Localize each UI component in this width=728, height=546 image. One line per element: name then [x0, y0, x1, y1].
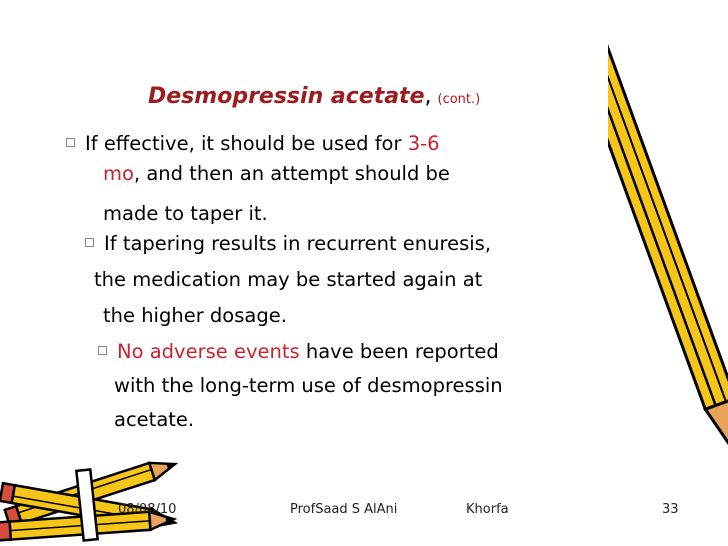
- highlight-text: No adverse events: [117, 340, 300, 363]
- text-run: made to taper it.: [103, 202, 268, 225]
- title-comma: ,: [424, 84, 432, 109]
- bullet-3-line-2: [114, 372, 503, 400]
- bullet-3-line-3: [114, 406, 194, 434]
- text-run: , and then an attempt should be: [133, 162, 450, 185]
- text-run: acetate.: [114, 408, 195, 431]
- highlight-text: 3-6: [407, 132, 440, 155]
- title-suffix: (cont.): [437, 92, 481, 107]
- highlight-text: mo: [103, 162, 134, 185]
- text-run: have been reported: [299, 340, 499, 363]
- title-main: Desmopressin acetate: [148, 84, 425, 109]
- bullet-2-line-1: [85, 230, 491, 258]
- footer-place: Khorfa: [466, 502, 509, 517]
- square-bullet-icon: [66, 138, 75, 147]
- text-run: the higher dosage.: [103, 304, 287, 327]
- text-run: the medication may be started again at: [94, 268, 483, 291]
- bullet-1-line-1: [66, 130, 440, 158]
- square-bullet-icon: [98, 346, 107, 355]
- square-bullet-icon: [85, 238, 94, 247]
- footer-author: ProfSaad S AlAni: [290, 502, 398, 517]
- text-run: If tapering results in recurrent enuresis,: [104, 232, 492, 255]
- footer-page-number: 33: [662, 502, 679, 517]
- bullet-2-line-2: [94, 266, 482, 294]
- bullet-1-line-2: [103, 160, 450, 188]
- footer-date: 08/08/10: [118, 502, 177, 517]
- bullet-1-line-3: [103, 200, 268, 228]
- text-run: with the long-term use of desmopressin: [114, 374, 503, 397]
- bullet-2-line-3: [103, 302, 287, 330]
- text-run: If effective, it should be used for: [85, 132, 408, 155]
- bullet-3-line-1: [98, 338, 499, 366]
